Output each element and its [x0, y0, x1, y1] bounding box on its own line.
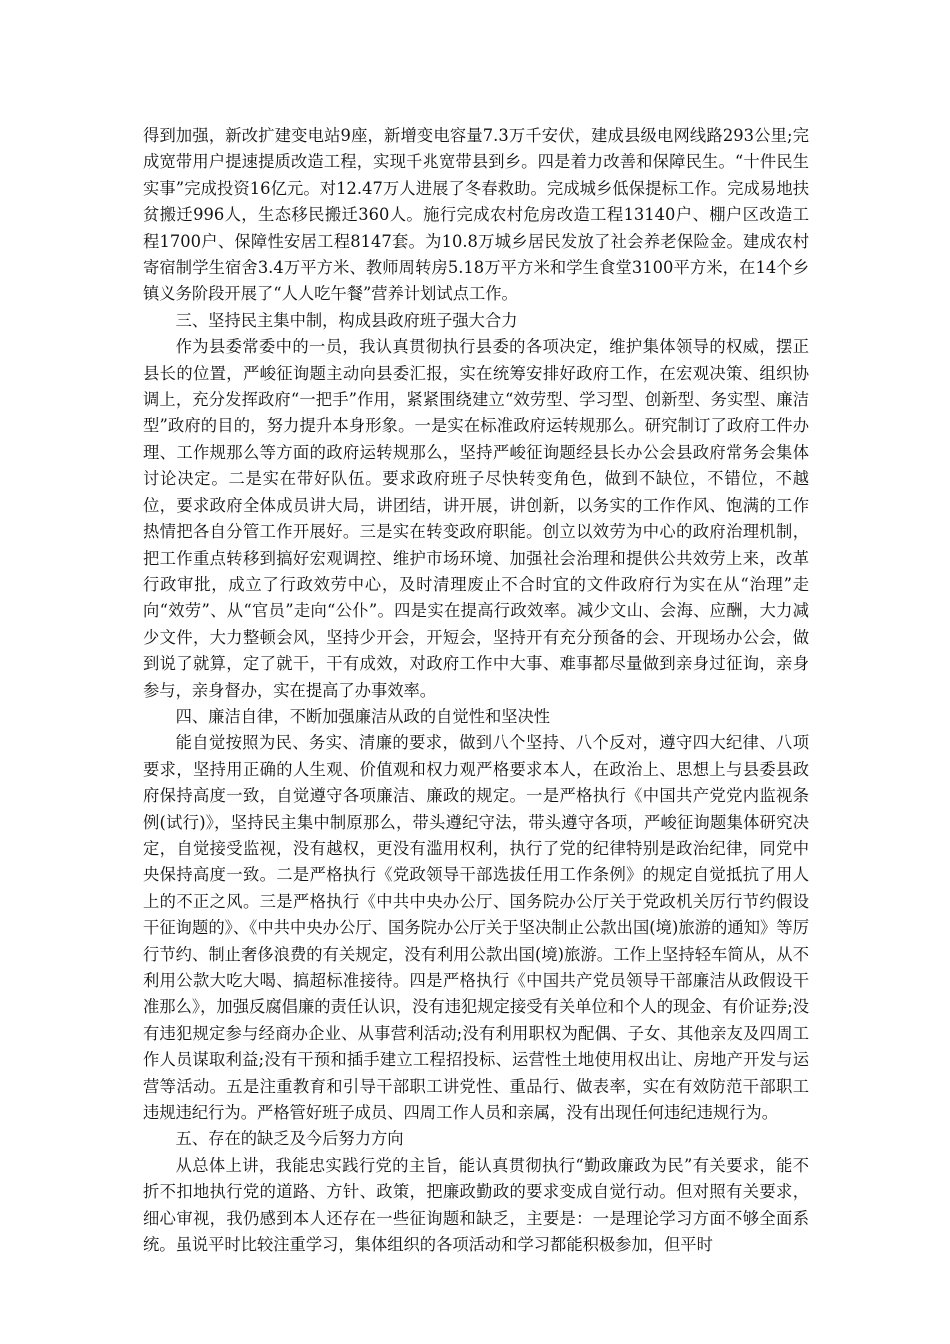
section-heading-5: 五、存在的缺乏及今后努力方向 — [175, 1129, 404, 1149]
body-paragraph-continued: 得到加强，新改扩建变电站9座，新增变电容量7.3万千安伏，建成县级电网线路293公里;完成宽带用户提速提质改造工程，实现千兆宽带县到乡。四是着力改善和保障民生。“十件民生实事”完成投资16亿元。对12.47万人进展了冬春救助。完成城乡低保提标工作。完成易地扶贫搬迁996人，生态移民搬迁360人。施行完成农村危房改造工程13140户、棚户区改造工程1700户、保障性安居工程8147套。为10.8万城乡居民发放了社会养老保险金。建成农村寄宿制学生宿舍3.4万平方米、教师周转房5.18万平方米和学生食堂3100平方米，在14个乡镇义务阶段开展了“人人吃午餐”营养计划试点工作。 — [143, 126, 809, 304]
section-heading-4: 四、廉洁自律，不断加强廉洁从政的自觉性和坚决性 — [175, 706, 551, 726]
section-heading-3: 三、坚持民主集中制，构成县政府班子强大合力 — [175, 310, 518, 330]
body-paragraph: 作为县委常委中的一员，我认真贯彻执行县委的各项决定，维护集体领导的权威，摆正县长的位置，严峻征询题主动向县委汇报，实在统筹安排好政府工作，在宏观决策、组织协调上，充分发挥政府“一把手”作用，紧紧围绕建立“效劳型、学习型、创新型、务实型、廉洁型”政府的目的，努力提升本身形象。一是实在标准政府运转规那么。研究制订了政府工件办理、工作规那么等方面的政府运转规那么，坚持严峻征询题经县长办公会县政府常务会集体讨论决定。二是实在带好队伍。要求政府班子尽快转变角色，做到不缺位，不错位，不越位，要求政府全体成员讲大局，讲团结，讲开展，讲创新，以务实的工作作风、饱满的工作热情把各自分管工作开展好。三是实在转变政府职能。创立以效劳为中心的政府治理机制，把工作重点转移到搞好宏观调控、维护市场环境、加强社会治理和提供公共效劳上来，改革行政审批，成立了行政效劳中心，及时清理废止不合时宜的文件政府行为实在从“治理”走向“效劳”、从“官员”走向“公仆”。四是实在提高行政效率。减少文山、会海、应酬，大力减少文件，大力整顿会风，坚持少开会，开短会，坚持开有充分预备的会、开现场办公会，做到说了就算，定了就干，干有成效，对政府工作中大事、难事都尽量做到亲身过征询，亲身参与，亲身督办，实在提高了办事效率。 — [143, 337, 809, 700]
body-paragraph: 从总体上讲，我能忠实践行党的主旨，能认真贯彻执行“勤政廉政为民”有关要求，能不折不扣地执行党的道路、方针、政策，把廉政勤政的要求变成自觉行动。但对照有关要求，细心审视，我仍感到本人还存在一些征询题和缺乏，主要是：一是理论学习方面不够全面系统。虽说平时比较注重学习，集体组织的各项活动和学习都能积极参加，但平时 — [143, 1155, 809, 1255]
document-page — [143, 123, 809, 1258]
body-paragraph: 能自觉按照为民、务实、清廉的要求，做到八个坚持、八个反对，遵守四大纪律、八项要求，坚持用正确的人生观、价值观和权力观严格要求本人，在政治上、思想上与县委县政府保持高度一致，自觉遵守各项廉洁、廉政的规定。一是严格执行《中国共产党党内监视条例(试行)》，坚持民主集中制原那么，带头遵纪守法，带头遵守各项，严峻征询题集体研究决定，自觉接受监视，没有越权，更没有滥用权利，执行了党的纪律特别是政治纪律，同党中央保持高度一致。二是严格执行《党政领导干部选拔任用工作条例》的规定自觉抵抗了用人上的不正之风。三是严格执行《中共中央办公厅、国务院办公厅关于党政机关厉行节约假设干征询题的》、《中共中央办公厅、国务院办公厅关于坚决制止公款出国(境)旅游的通知》等厉行节约、制止奢侈浪费的有关规定，没有利用公款出国(境)旅游。工作上坚持轻车简从，从不利用公款大吃大喝、搞超标准接待。四是严格执行《中国共产党员领导干部廉洁从政假设干准那么》，加强反腐倡廉的责任认识，没有违犯规定接受有关单位和个人的现金、有价证券;没有违犯规定参与经商办企业、从事营利活动;没有利用职权为配偶、子女、其他亲友及四周工作人员谋取利益;没有干预和插手建立工程招投标、运营性土地使用权出让、房地产开发与运营等活动。五是注重教育和引导干部职工讲党性、重品行、做表率，实在有效防范干部职工违规违纪行为。严格管好班子成员、四周工作人员和亲属，没有出现任何违纪违规行为。 — [143, 733, 809, 1123]
